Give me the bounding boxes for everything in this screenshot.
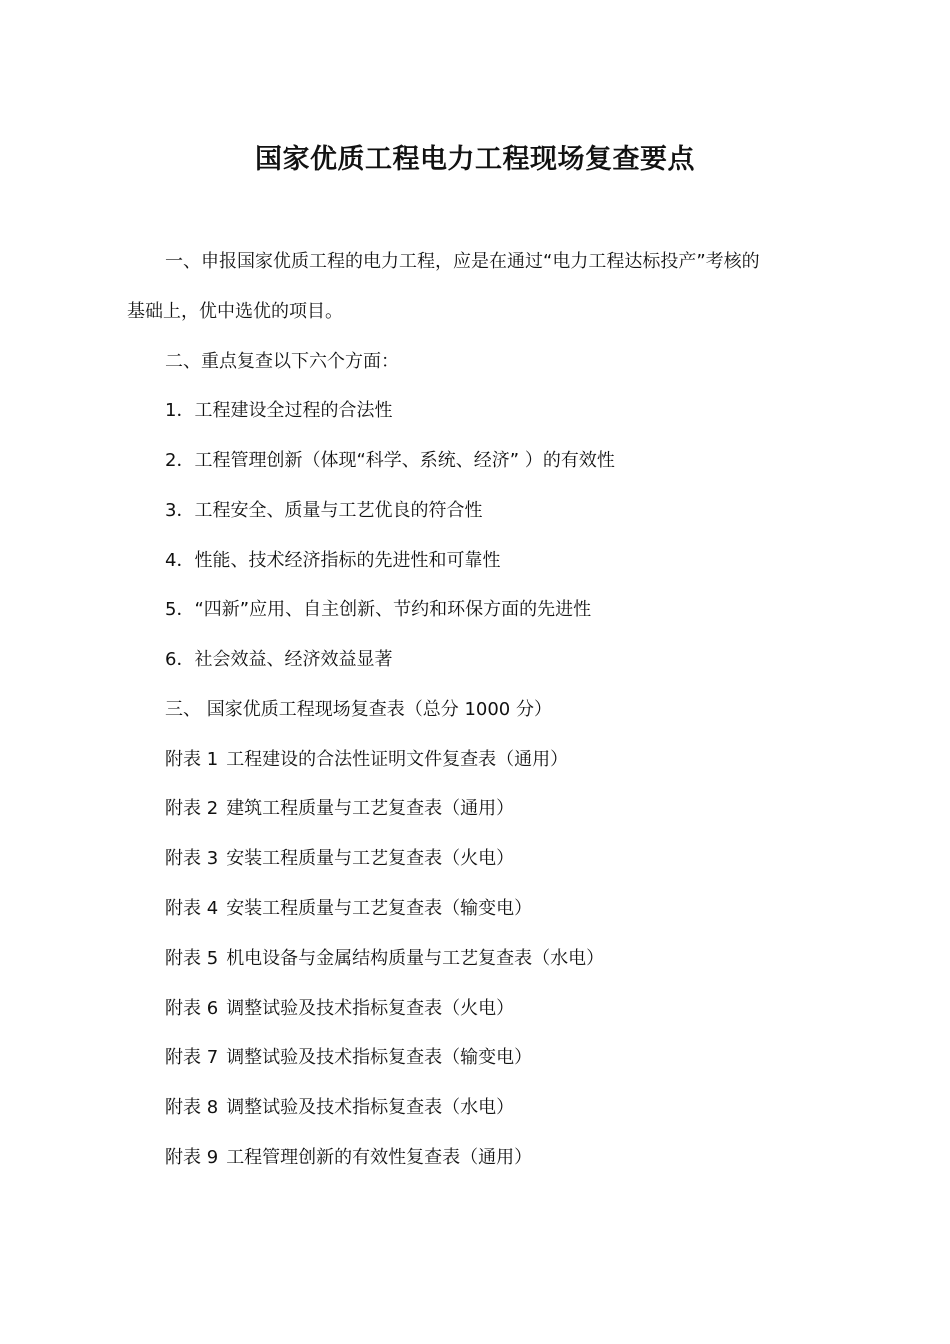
document-title: 国家优质工程电力工程现场复查要点 — [255, 144, 695, 175]
annex-item — [165, 845, 514, 873]
annex-text: 调整试验及技术指标复查表（输变电） — [226, 1047, 533, 1068]
annex-item — [165, 1144, 532, 1172]
annex-text: 工程建设的合法性证明文件复查表（通用） — [226, 749, 569, 770]
aspect-item: 3．工程安全、质量与工艺优良的符合性 — [165, 500, 483, 521]
annex-label: 附表 8 — [165, 1097, 219, 1118]
annex-label: 附表 7 — [165, 1047, 219, 1068]
annex-label: 附表 2 — [165, 798, 219, 819]
annex-item — [165, 895, 532, 923]
annex-label: 附表 3 — [165, 848, 219, 869]
paragraph-1-line-1: 一、申报国家优质工程的电力工程，应是在通过“电力工程达标投产”考核的 — [165, 251, 760, 272]
aspect-item: 6．社会效益、经济效益显著 — [165, 649, 393, 670]
annex-label: 附表 6 — [165, 998, 219, 1019]
annex-item — [165, 1094, 514, 1122]
section-2-heading: 二、重点复查以下六个方面： — [165, 351, 399, 372]
annex-label: 附表 9 — [165, 1147, 219, 1168]
annex-text: 机电设备与金属结构质量与工艺复查表（水电） — [226, 948, 605, 969]
annex-item — [165, 746, 568, 774]
aspect-item: 1．工程建设全过程的合法性 — [165, 400, 393, 421]
annex-label: 附表 5 — [165, 948, 219, 969]
annex-item — [165, 995, 514, 1023]
annex-item — [165, 945, 604, 973]
annex-item — [165, 795, 514, 823]
annex-item — [165, 1044, 532, 1072]
annex-text: 工程管理创新的有效性复查表（通用） — [226, 1147, 533, 1168]
annex-text: 安装工程质量与工艺复查表（火电） — [226, 848, 515, 869]
aspect-item: 5．“四新”应用、自主创新、节约和环保方面的先进性 — [165, 599, 592, 620]
aspect-item: 4．性能、技术经济指标的先进性和可靠性 — [165, 550, 501, 571]
annex-text: 调整试验及技术指标复查表（水电） — [226, 1097, 515, 1118]
annex-text: 建筑工程质量与工艺复查表（通用） — [226, 798, 515, 819]
annex-label: 附表 1 — [165, 749, 219, 770]
annex-label: 附表 4 — [165, 898, 219, 919]
paragraph-1-line-2: 基础上，优中选优的项目。 — [127, 301, 343, 322]
annex-text: 安装工程质量与工艺复查表（输变电） — [226, 898, 533, 919]
aspect-item: 2．工程管理创新（体现“科学、系统、经济” ）的有效性 — [165, 450, 615, 471]
section-3-heading: 三、 国家优质工程现场复查表（总分 1000 分） — [165, 699, 552, 720]
annex-text: 调整试验及技术指标复查表（火电） — [226, 998, 515, 1019]
